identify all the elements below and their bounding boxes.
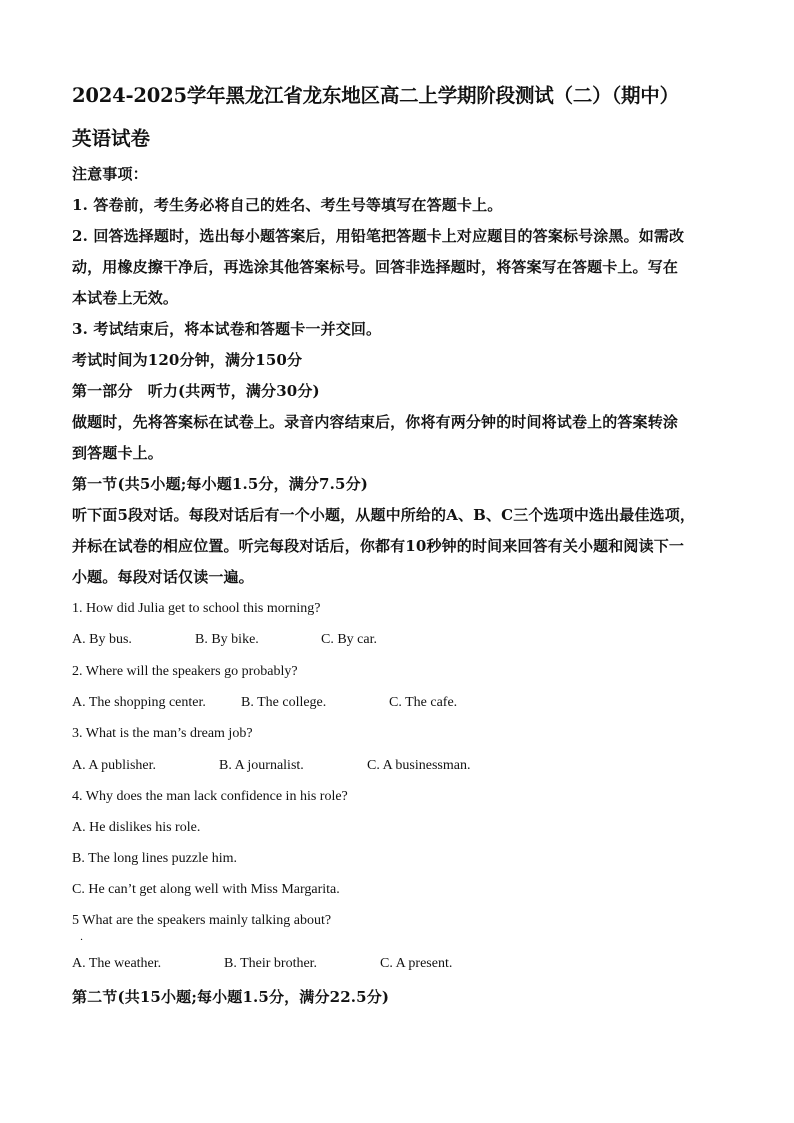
section1-instruction-line-3: 小题。每段对话仅读一遍。: [72, 568, 254, 586]
question-1-stem: 1. How did Julia get to school this morning?: [72, 601, 321, 616]
section1-instruction-line-1: 听下面5段对话。每段对话后有一个小题，从题中所给的A、B、C三个选项中选出最佳选项，: [72, 506, 695, 524]
section2-heading: 第二节(共15小题;每小题1.5分，满分22.5分): [72, 988, 390, 1006]
question-2-option-a: A. The shopping center.: [72, 695, 206, 710]
page-title: 2024-2025学年黑龙江省龙东地区高二上学期阶段测试（二）（期中）: [72, 84, 679, 107]
question-1-option-a: A. By bus.: [72, 632, 132, 647]
question-4-option-b: B. The long lines puzzle him.: [72, 851, 237, 866]
page-subtitle: 英语试卷: [72, 127, 151, 150]
part1-instruction-line-1: 做题时，先将答案标在试卷上。录音内容结束后，你将有两分钟的时间将试卷上的答案转涂: [72, 413, 679, 431]
notes-heading: 注意事项：: [72, 165, 148, 183]
exam-time: 考试时间为120分钟，满分150分: [72, 351, 303, 369]
question-5-stem: 5 What are the speakers mainly talking about?: [72, 913, 332, 928]
note-item-1: 1. 答卷前，考生务必将自己的姓名、考生号等填写在答题卡上。: [72, 196, 503, 214]
question-3-stem: 3. What is the man’s dream job?: [72, 726, 253, 741]
question-5-option-c: C. A present.: [380, 956, 453, 971]
question-5-number-mark: ．: [80, 932, 90, 943]
part1-instruction-line-2: 到答题卡上。: [72, 444, 163, 462]
question-5-option-b: B. Their brother.: [224, 956, 318, 971]
question-2-option-b: B. The college.: [241, 695, 327, 710]
question-4-stem: 4. Why does the man lack confidence in his role?: [72, 789, 348, 804]
question-3-option-c: C. A businessman.: [367, 758, 471, 773]
section1-instruction-line-2: 并标在试卷的相应位置。听完每段对话后，你都有10秒钟的时间来回答有关小题和阅读下一: [72, 537, 685, 555]
question-5-option-a: A. The weather.: [72, 956, 162, 971]
question-1-option-c: C. By car.: [321, 632, 377, 647]
section1-heading: 第一节(共5小题;每小题1.5分，满分7.5分): [72, 475, 368, 493]
question-3-option-b: B. A journalist.: [219, 758, 304, 773]
question-3-option-a: A. A publisher.: [72, 758, 157, 773]
question-2-stem: 2. Where will the speakers go probably?: [72, 664, 298, 679]
note-item-2-line-1: 2. 回答选择题时，选出每小题答案后，用铅笔把答题卡上对应题目的答案标号涂黑。如需改: [72, 227, 685, 245]
question-1-option-b: B. By bike.: [195, 632, 259, 647]
question-4-option-c: C. He can’t get along well with Miss Margarita.: [72, 882, 340, 897]
note-item-2-line-3: 本试卷上无效。: [72, 289, 179, 307]
note-item-2-line-2: 动，用橡皮擦干净后，再选涂其他答案标号。回答非选择题时，将答案写在答题卡上。写在: [72, 258, 679, 276]
note-item-3: 3. 考试结束后，将本试卷和答题卡一并交回。: [72, 320, 382, 338]
question-4-option-a: A. He dislikes his role.: [72, 820, 201, 835]
part1-heading: 第一部分 听力(共两节，满分30分): [72, 382, 320, 400]
question-2-option-c: C. The cafe.: [389, 695, 458, 710]
